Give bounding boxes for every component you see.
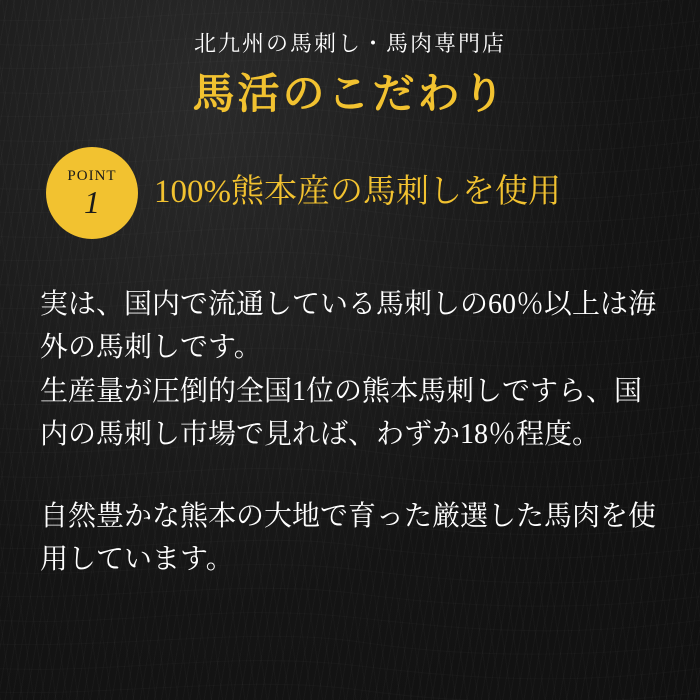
point-badge xyxy=(46,147,138,239)
banner-subtitle: 北九州の馬刺し・馬肉専門店 xyxy=(193,31,506,56)
point-row xyxy=(0,147,700,239)
point-badge-number: 1 xyxy=(84,183,100,220)
banner-title: 馬活のこだわり xyxy=(192,71,508,118)
paragraph-spacer xyxy=(40,457,660,495)
point-heading: 100%熊本産の馬刺しを使用 xyxy=(154,174,561,211)
body-paragraph-2: 生産量が圧倒的全国1位の熊本馬刺しですら、国内の馬刺し市場で見れば、わずか18％程度。 xyxy=(40,375,643,451)
body-paragraph-1: 実は、国内で流通している馬刺しの60％以上は海外の馬刺しです。 xyxy=(40,289,657,364)
banner-header xyxy=(0,0,700,121)
body-paragraph-3: 自然豊かな熊本の大地で育った厳選した馬肉を使用しています。 xyxy=(40,500,657,576)
point-badge-word: POINT xyxy=(67,167,117,184)
body-copy xyxy=(0,283,700,581)
